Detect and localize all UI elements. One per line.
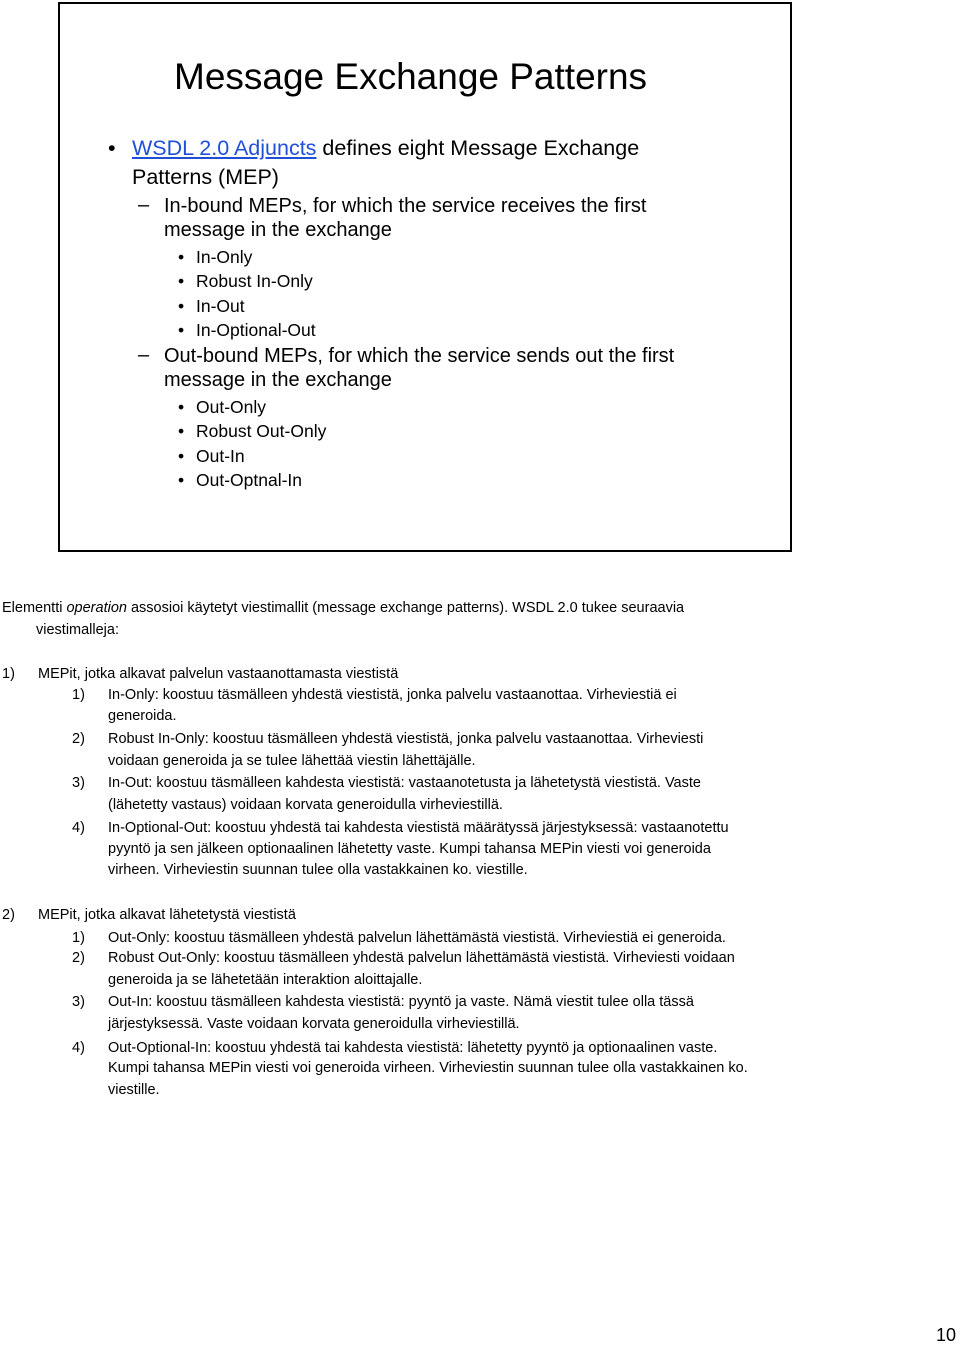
bullet-marker: •: [178, 271, 185, 291]
list-item: [178, 397, 267, 418]
inbound-heading-text: In-bound MEPs, for which the service receives the first: [164, 195, 647, 217]
intro-emphasis: operation: [66, 600, 127, 616]
intro-text: assosioi käytetyt viestimallit (message exchange patterns). WSDL 2.0 tukee seuraavia: [126, 600, 685, 616]
item-line: Out-Only: koostuu täsmälleen yhdestä palvelun lähettämästä viestistä. Virheviestiä ei generoida.: [108, 930, 726, 946]
slide-bullet-line-2: Patterns (MEP): [132, 165, 279, 189]
bullet-marker: •: [178, 470, 185, 490]
outbound-heading-text: Out-bound MEPs, for which the service sends out the first: [164, 345, 675, 367]
item-line: Out-In: koostuu täsmälleen kahdesta viestistä: pyyntö ja vaste. Nämä viestit tulee olla tässä: [108, 994, 694, 1010]
item-line: Kumpi tahansa MEPin viesti voi generoida virheen. Virheviestin suunnan tulee olla vastakkainen ko.: [108, 1060, 748, 1076]
bullet-marker: •: [178, 421, 185, 441]
intro-text: Elementti: [2, 600, 67, 616]
outbound-heading-line-2: message in the exchange: [164, 369, 392, 391]
list-item: [178, 296, 245, 317]
item-line: generoida ja se lähetetään interaktion aloittajalle.: [108, 972, 423, 988]
item-line: pyyntö ja sen jälkeen optionaalinen lähetetty vaste. Kumpi tahansa MEPin viesti voi generoida: [108, 841, 711, 857]
slide-title: Message Exchange Patterns: [174, 56, 648, 97]
list-item-text: Out-In: [196, 446, 245, 466]
list-item-text: Out-Optnal-In: [196, 470, 303, 490]
item-line: virheen. Virheviestin suunnan tulee olla vastakkainen ko. viestille.: [108, 862, 528, 878]
bullet-marker: •: [178, 296, 185, 316]
list-item-text: In-Out: [196, 296, 245, 316]
item-number: 1): [72, 930, 85, 946]
item-number: 4): [72, 820, 85, 836]
bullet-marker: •: [178, 446, 185, 466]
item-number: 3): [72, 775, 85, 791]
list-item: [178, 470, 303, 491]
section-number: 2): [2, 907, 15, 923]
item-line: In-Only: koostuu täsmälleen yhdestä viestistä, jonka palvelu vastaanottaa. Virheviestiä ei: [108, 687, 677, 703]
bullet-marker: •: [178, 397, 185, 417]
item-number: 4): [72, 1040, 85, 1056]
item-line: In-Optional-Out: koostuu yhdestä tai kahdesta viestistä määrätyssä järjestyksessä: vastaanotettu: [108, 820, 729, 836]
item-line: Out-Optional-In: koostuu yhdestä tai kahdesta viestistä: lähetetty pyyntö ja optionaalinen vaste.: [108, 1040, 718, 1056]
item-number: 2): [72, 731, 85, 747]
bullet-marker: •: [178, 320, 185, 340]
item-number: 3): [72, 994, 85, 1010]
item-line: Robust In-Only: koostuu täsmälleen yhdestä viestistä, jonka palvelu vastaanottaa. Virheviesti: [108, 731, 704, 747]
inbound-heading-line-2: message in the exchange: [164, 219, 392, 241]
list-item: [178, 421, 327, 442]
list-item: [178, 271, 313, 292]
intro-line-1: [2, 598, 684, 618]
item-line: (lähetetty vastaus) voidaan korvata generoidulla virheviestillä.: [108, 797, 503, 813]
wsdl-adjuncts-link[interactable]: WSDL 2.0 Adjuncts: [132, 136, 317, 160]
list-item-text: In-Only: [196, 247, 253, 267]
slide-frame: [58, 2, 792, 552]
section-heading: MEPit, jotka alkavat palvelun vastaanottamasta viestistä: [38, 666, 399, 682]
item-number: 1): [72, 687, 85, 703]
bullet-marker: •: [178, 247, 185, 267]
list-item: [178, 320, 316, 341]
page-number: 10: [936, 1325, 957, 1345]
item-line: Robust Out-Only: koostuu täsmälleen yhdestä palvelun lähettämästä viestistä. Virheviesti voidaan: [108, 950, 735, 966]
section-number: 1): [2, 666, 15, 682]
section-heading: MEPit, jotka alkavat lähetetystä viestistä: [38, 907, 296, 923]
outbound-heading: [138, 344, 675, 368]
item-line: järjestyksessä. Vaste voidaan korvata generoidulla virheviestillä.: [108, 1016, 520, 1032]
list-item-text: Robust Out-Only: [196, 421, 327, 441]
inbound-heading: [138, 194, 647, 218]
dash-marker: –: [138, 344, 150, 366]
dash-marker: –: [138, 194, 150, 216]
bullet-marker: •: [108, 136, 116, 160]
list-item-text: Robust In-Only: [196, 271, 313, 291]
slide-bullet-line: [108, 136, 640, 161]
list-item-text: Out-Only: [196, 397, 267, 417]
list-item: [178, 446, 245, 467]
slide-bullet-text: defines eight Message Exchange: [316, 136, 640, 160]
item-line: voidaan generoida ja se tulee lähettää viestin lähettäjälle.: [108, 753, 476, 769]
item-line: generoida.: [108, 708, 177, 724]
list-item-text: In-Optional-Out: [196, 320, 316, 340]
item-number: 2): [72, 950, 85, 966]
item-line: viestille.: [108, 1082, 160, 1098]
list-item: [178, 247, 253, 268]
intro-line-2: viestimalleja:: [36, 622, 119, 638]
item-line: In-Out: koostuu täsmälleen kahdesta viestistä: vastaanotetusta ja lähetetystä viestistä. Vaste: [108, 775, 701, 791]
